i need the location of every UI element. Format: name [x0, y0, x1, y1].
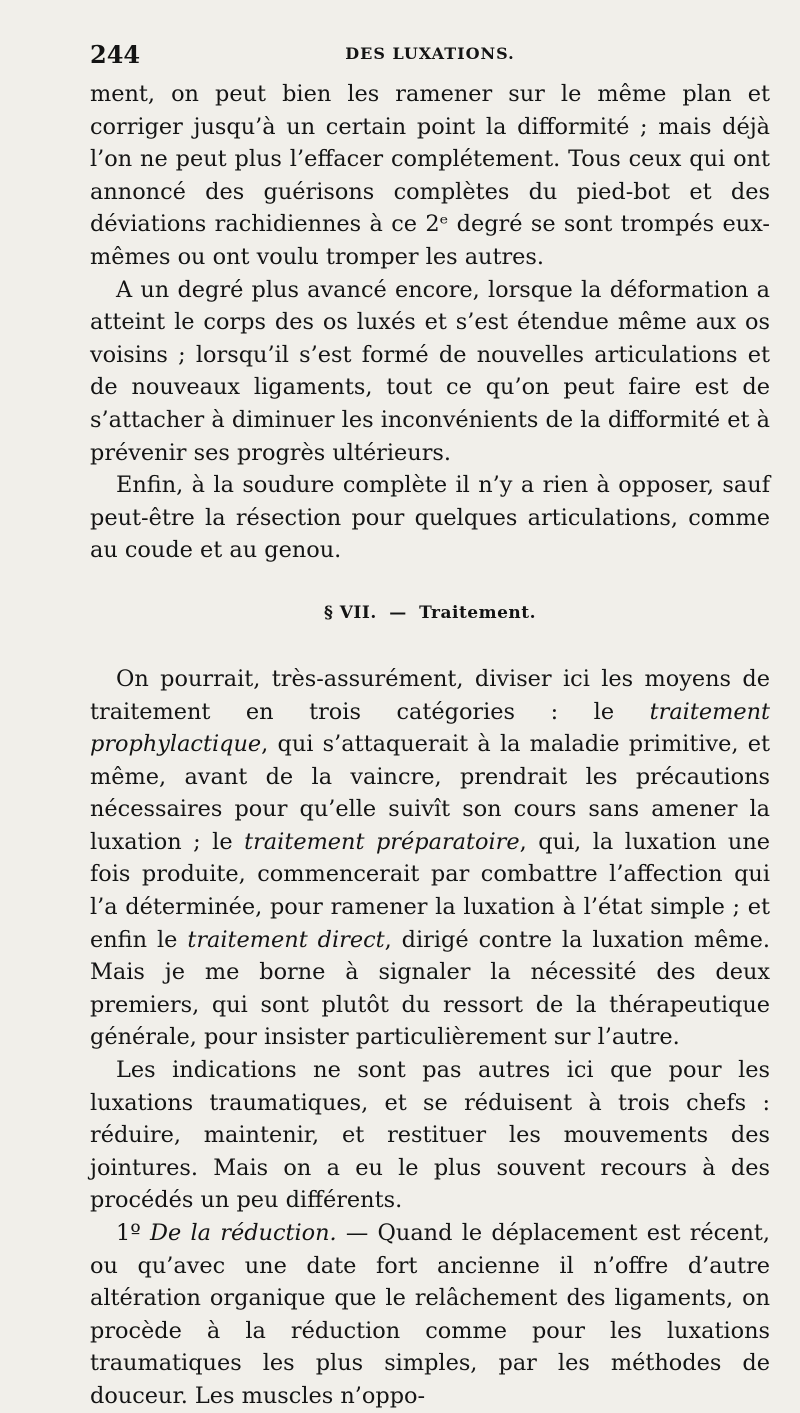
page-number: 244: [90, 40, 141, 69]
body-text: [90, 78, 770, 1413]
section-dash: —: [389, 602, 407, 623]
paragraph-4: [90, 663, 770, 1054]
p6-emphasis: De la réduction.: [150, 1220, 337, 1246]
p6-text: — Quand le déplacement est récent, ou qu’avec une date fort ancienne il n’offre d’autre altération organique que le relâchement des ligaments, on procède à la réduction comme pour les luxations traumatiques les plus simples, par les méthodes de douceur. Les muscles n’oppo-: [90, 1220, 770, 1409]
paragraph-6: [90, 1217, 770, 1413]
p4-text-3: , qui, la luxation une fois produite, commencerait par combattre l’affection qui l’a déterminée, pour ramener la luxation à l’état simple ; et enfin le: [90, 828, 770, 953]
section-title: Traitement.: [419, 602, 537, 623]
p4-emphasis-3: traitement direct: [187, 926, 385, 953]
p4-text-1: On pourrait, très-assurément, diviser ici les moyens de traitement en trois catégories : le: [90, 665, 770, 725]
paragraph-5: Les indications ne sont pas autres ici que pour les luxations traumatiques, et se réduisent à trois chefs : réduire, maintenir, et restituer les mouvements des jointures. Mais on a eu le plus souvent recours à des procédés un peu différents.: [90, 1057, 770, 1214]
p6-number: 1º: [116, 1220, 151, 1246]
section-heading: [90, 603, 770, 623]
paragraph-1: ment, on peut bien les ramener sur le même plan et corriger jusqu’à un certain point la difformité ; mais déjà l’on ne peut plus l’effacer complétement. Tous ceux qui ont annoncé des guérisons complètes du pied-bot et des déviations rachidiennes à ce 2ᵉ degré se sont trompés eux-mêmes ou ont voulu tromper les autres.: [90, 81, 770, 270]
paragraph-2: A un degré plus avancé encore, lorsque la déformation a atteint le corps des os luxés et s’est étendue même aux os voisins ; lorsqu’il s’est formé de nouvelles articulations et de nouveaux ligaments, tout ce qu’on peut faire est de s’attacher à diminuer les inconvénients de la difformité et à prévenir ses progrès ultérieurs.: [90, 276, 770, 466]
p4-emphasis-2: traitement préparatoire: [244, 828, 520, 855]
section-number: § VII.: [323, 602, 377, 623]
running-title: DES LUXATIONS.: [345, 44, 515, 63]
p4-text-2: , qui s’attaquerait à la maladie primitive, et même, avant de la vaincre, prendrait les précautions nécessaires pour qu’elle suivît son cours sans amener la luxation ; le: [90, 731, 770, 855]
page-header: [90, 40, 770, 70]
p4-text-4: , dirigé contre la luxation même. Mais je me borne à signaler la nécessité des deux premiers, qui sont plutôt du ressort de la thérapeutique générale, pour insister particulièrement sur l’autre.: [90, 926, 770, 1051]
paragraph-3: Enfin, à la soudure complète il n’y a rien à opposer, sauf peut-être la résection pour quelques articulations, comme au coude et au genou.: [90, 472, 770, 564]
p4-emphasis-1: traitement prophylactique: [90, 698, 770, 758]
